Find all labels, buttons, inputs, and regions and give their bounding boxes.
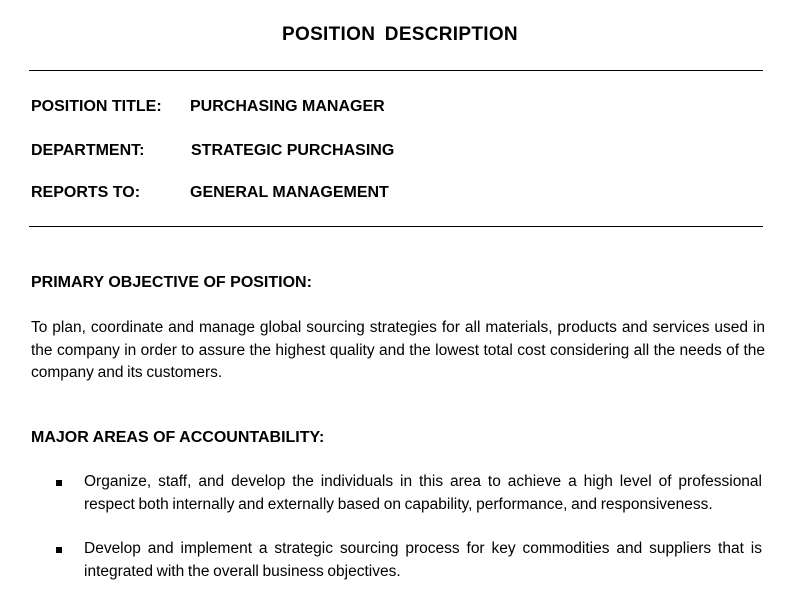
list-item-text: Develop and implement a strategic sourcing process for key commodities and suppliers that is integrated with the overall business objectives. <box>84 540 762 580</box>
primary-objective-text: To plan, coordinate and manage global sourcing strategies for all materials, products and services used in the company in order to assure the highest quality and the lowest total cost considering all the needs of the company and its customers. <box>31 319 765 381</box>
reports-to-label: REPORTS TO: <box>31 184 141 201</box>
document-title: POSITION DESCRIPTION <box>282 24 518 45</box>
primary-objective-heading: PRIMARY OBJECTIVE OF POSITION: <box>31 274 312 291</box>
accountability-heading: MAJOR AREAS OF ACCOUNTABILITY: <box>31 429 325 446</box>
list-item-text: Organize, staff, and develop the individuals in this area to achieve a high level of professional respect both internally and externally based on capability, performance, and responsiveness. <box>84 473 762 513</box>
bottom-divider <box>29 226 763 227</box>
top-divider <box>29 70 763 71</box>
square-bullet-icon <box>56 480 62 486</box>
department-label: DEPARTMENT: <box>31 142 145 159</box>
square-bullet-icon <box>56 547 62 553</box>
reports-to-value: GENERAL MANAGEMENT <box>190 184 389 201</box>
position-title-value: PURCHASING MANAGER <box>190 98 385 115</box>
position-title-label: POSITION TITLE: <box>31 98 162 115</box>
department-value: STRATEGIC PURCHASING <box>191 142 395 159</box>
